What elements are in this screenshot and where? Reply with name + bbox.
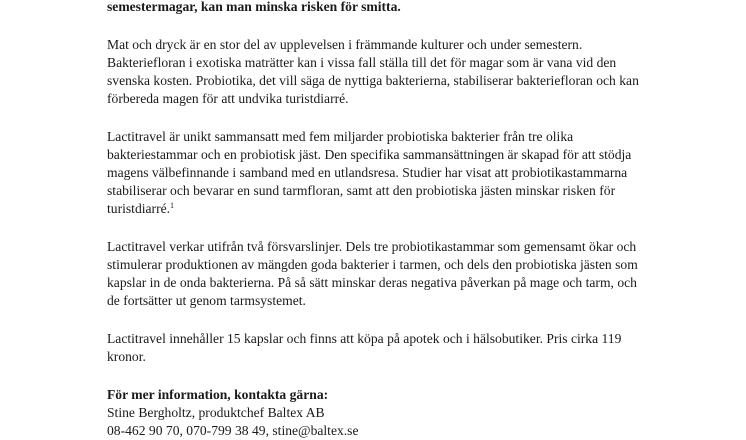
paragraph-line: stimulerar produktionen av mängden goda bakterier i tarmen, och dels den probiotiska jästen som xyxy=(107,257,638,272)
contact-heading: För mer information, kontakta gärna: xyxy=(107,387,329,402)
contact-block xyxy=(107,386,667,440)
paragraph-line: Bakteriefloran i exotiska maträtter kan i vissa fall ställa till det för magar som är vana vid den xyxy=(107,55,617,70)
paragraph-price xyxy=(107,330,667,366)
paragraph-line: de fortsätter ut genom tarmsystemet. xyxy=(107,293,306,308)
paragraph-line: Mat och dryck är en stor del av upplevelsen i främmande kulturer och under semestern. xyxy=(107,37,583,52)
press-release-page xyxy=(107,0,667,440)
paragraph-line: stabiliserar och bevarar en sund tarmfloran, samt att den probiotiska jästen minskar risken för xyxy=(107,183,616,198)
contact-name: Stine Bergholtz, produktchef Baltex AB xyxy=(107,405,325,420)
paragraph-line: kapslar in de onda bakterierna. På så sätt minskar deras negativa påverkan på mage och tarm, och xyxy=(107,275,637,290)
paragraph-line: Lactitravel verkar utifrån två försvarslinjer. Dels tre probiotikastammar som gemensamt ökar och xyxy=(107,239,637,254)
paragraph-composition xyxy=(107,128,667,218)
paragraph-line: Lactitravel är unikt sammansatt med fem miljarder probiotiska bakterier från tre olika xyxy=(107,129,574,144)
footnote-marker: 1 xyxy=(170,201,175,210)
paragraph-line: turistdiarré. xyxy=(107,201,171,216)
paragraph-line: bakteriestammar och en probiotisk jäst. Den specifika sammansättningen är skapad för att stödja xyxy=(107,147,632,162)
lead-line: semestermagar, kan man minska risken för smitta. xyxy=(107,0,401,14)
paragraph-intro xyxy=(107,36,667,108)
lead-text xyxy=(107,0,667,16)
paragraph-line: förbereda magen för att undvika turistdiarré. xyxy=(107,91,349,106)
contact-phone-email: 08-462 90 70, 070-799 38 49, stine@baltex.se xyxy=(107,423,359,438)
paragraph-line: kronor. xyxy=(107,349,146,364)
paragraph-line-with-footnote xyxy=(107,200,667,218)
paragraph-line: magens välbefinnande i samband med en utlandsresa. Studier har visat att probiotikastammarna xyxy=(107,165,628,180)
paragraph-line: svenska kosten. Probiotika, det vill säga de nyttiga bakterierna, stabiliserar bakteriefloran och kan xyxy=(107,73,639,88)
paragraph-defense xyxy=(107,238,667,310)
paragraph-line: Lactitravel innehåller 15 kapslar och finns att köpa på apotek och i hälsobutiker. Pris cirka 119 xyxy=(107,331,622,346)
